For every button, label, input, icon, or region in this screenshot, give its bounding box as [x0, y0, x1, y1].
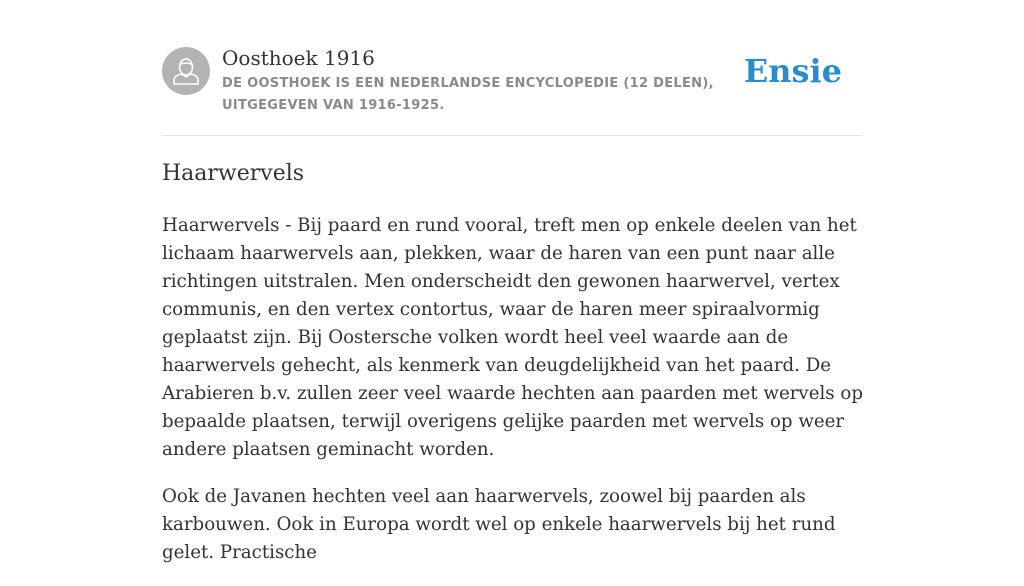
article-paragraph: Ook de Javanen hechten veel aan haarwervels, zoowel bij paarden als karbouwen. Ook in Europa wordt wel op enkele haarwervels bij het rund gelet. Practische: [162, 486, 836, 563]
avatar[interactable]: [162, 47, 210, 95]
header-divider: [162, 135, 862, 136]
source-description: DE OOSTHOEK IS EEN NEDERLANDSE ENCYCLOPEDIE (12 DELEN), UITGEGEVEN VAN 1916-1925.: [222, 76, 714, 113]
article-body: [162, 212, 874, 586]
source-name[interactable]: Oosthoek 1916: [222, 46, 375, 70]
article-title: Haarwervels: [162, 161, 305, 186]
source-header: [162, 45, 862, 135]
ensie-logo-link[interactable]: Ensie: [743, 52, 842, 90]
user-icon: [162, 47, 210, 95]
article-paragraph: Haarwervels - Bij paard en rund vooral, treft men op enkele deelen van het lichaam haarwervels aan, plekken, waar de haren van een punt naar alle richtingen uitstralen. Men onderscheidt den gewonen haarwervel, vertex communis, en den vertex contortus, waar de haren meer spiraalvormig geplaatst zijn. Bij Oostersche volken wordt heel veel waarde aan de haarwervels gehecht, als kenmerk van deugdelijkheid van het paard. De Arabieren b.v. zullen zeer veel waarde hechten aan paarden met wervels op bepaalde plaatsen, terwijl overigens gelijke paarden met wervels op weer andere plaatsen geminacht worden.: [162, 215, 863, 460]
